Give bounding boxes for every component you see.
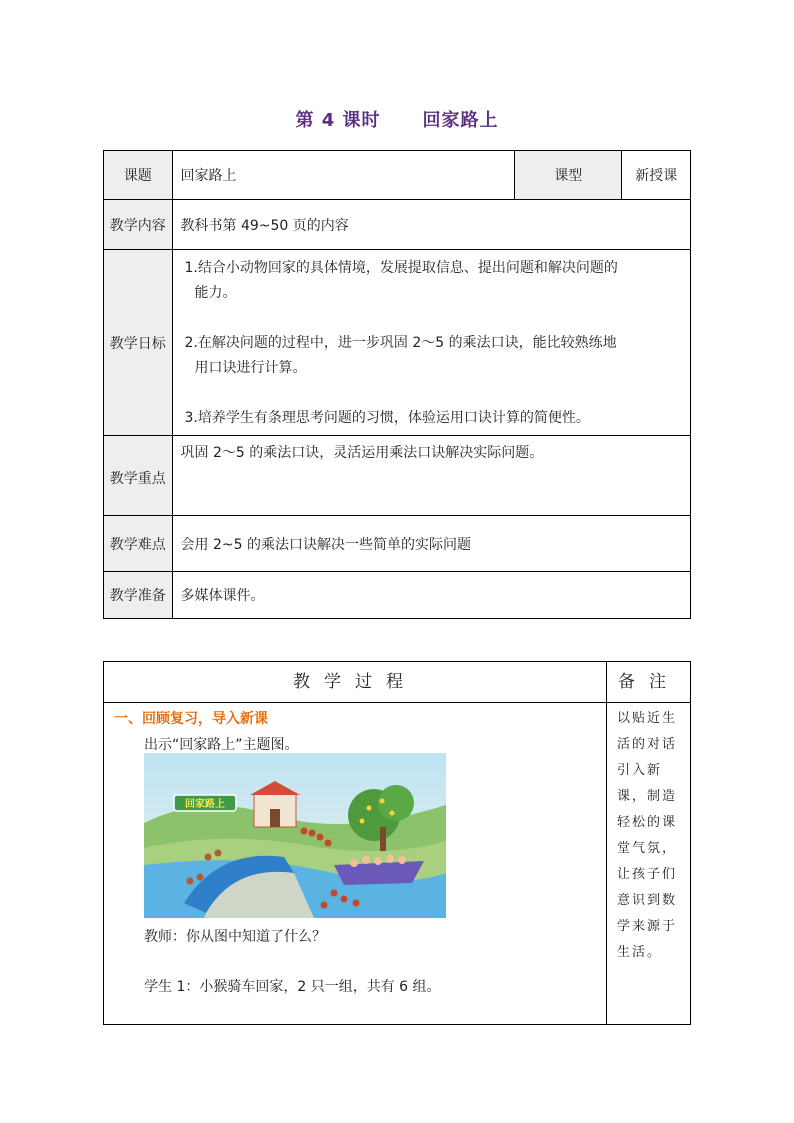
difficulty-value: 会用 2~5 的乘法口诀解决一些简单的实际问题: [172, 516, 690, 572]
prep-row: [104, 572, 691, 619]
sign-text: 回家路上: [185, 799, 225, 810]
lesson-info-table: [103, 150, 691, 619]
process-header-note: 备注: [606, 662, 691, 702]
column-divider: [606, 702, 607, 1024]
remark-note: 以贴近生活的对话引入新课，制造轻松的课堂气氛，让孩子们意识到数学来源于生活。: [617, 711, 678, 960]
key-row: [104, 436, 691, 516]
key-label: 教学重点: [104, 436, 173, 516]
topic-row: [104, 151, 691, 200]
topic-value: 回家路上: [172, 151, 515, 200]
theme-illustration: [144, 753, 446, 918]
type-label: 课型: [515, 151, 622, 200]
topic-label: 课题: [104, 151, 173, 200]
key-value: 巩固 2～5 的乘法口诀，灵活运用乘法口诀解决实际问题。: [172, 436, 690, 516]
goals-label: 教学日标: [104, 250, 173, 436]
goals-cell: [172, 250, 690, 436]
goal-2-line-1: 2.在解决问题的过程中，进一步巩固 2～5 的乘法口诀，能比较熟练地: [184, 335, 617, 351]
content-value: 教科书第 49~50 页的内容: [172, 200, 690, 250]
goal-2-line-2: 用口诀进行计算。: [194, 360, 307, 376]
teaching-process-table: [103, 661, 691, 1025]
prep-value: 多媒体课件。: [172, 572, 690, 619]
goal-1-line-2: 能力。: [194, 285, 237, 301]
lesson-name: 回家路上: [422, 110, 499, 131]
process-header-main: 教学过程: [293, 672, 417, 692]
difficulty-label: 教学难点: [104, 516, 173, 572]
content-label: 教学内容: [104, 200, 173, 250]
type-value: 新授课: [622, 151, 691, 200]
content-row: [104, 200, 691, 250]
goal-item: [185, 256, 678, 306]
show-picture-line: 出示“回家路上”主题图。: [144, 737, 299, 753]
goals-row: [104, 250, 691, 436]
student-answer-1: 学生 1：小猴骑车回家，2 只一组，共有 6 组。: [144, 979, 441, 995]
difficulty-row: [104, 516, 691, 572]
process-header: [104, 662, 690, 703]
goal-3-line-1: 3.培养学生有条理思考问题的习惯，体验运用口诀计算的简便性。: [184, 410, 590, 426]
goal-item: [185, 331, 678, 381]
teacher-question: 教师：你从图中知道了什么？: [144, 929, 326, 945]
goals-list: [181, 250, 682, 431]
goal-1-line-1: 1.结合小动物回家的具体情境，发展提取信息、提出问题和解决问题的: [184, 260, 618, 276]
lesson-title: [0, 106, 794, 132]
prep-label: 教学准备: [104, 572, 173, 619]
section-title: 一、回顾复习，导入新课: [114, 711, 268, 727]
lesson-number: 第 4 课时: [295, 110, 381, 131]
goal-item: [185, 406, 678, 431]
